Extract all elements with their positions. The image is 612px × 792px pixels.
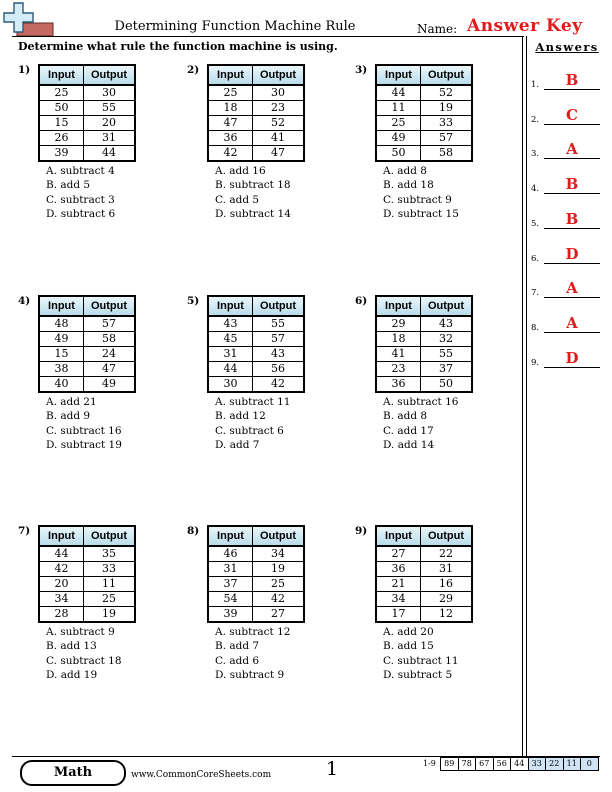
- table-row: [376, 592, 472, 607]
- instructions: Determine what rule the function machine is using.: [18, 40, 338, 53]
- problem-3: [355, 64, 515, 254]
- input-cell: 15: [39, 116, 84, 131]
- input-cell: 34: [376, 592, 421, 607]
- output-cell: 16: [421, 577, 473, 592]
- input-cell: 36: [376, 562, 421, 577]
- problem-9: [355, 525, 515, 715]
- answer-number: 1.: [531, 80, 540, 90]
- answer-item-3: [530, 141, 602, 161]
- function-table: [38, 64, 136, 162]
- table-row: [376, 377, 472, 393]
- table-row: [208, 607, 304, 623]
- answer-option: D. subtract 19: [46, 439, 122, 452]
- input-cell: 29: [376, 316, 421, 332]
- table-row: [39, 332, 135, 347]
- input-cell: 43: [208, 316, 253, 332]
- table-row: [376, 577, 472, 592]
- answer-options: [383, 395, 458, 453]
- answer-options: [383, 164, 459, 222]
- table-row: [376, 347, 472, 362]
- output-cell: 31: [84, 131, 136, 146]
- table-row: [39, 562, 135, 577]
- table-row: [39, 607, 135, 623]
- input-cell: 25: [39, 85, 84, 101]
- answer-option: C. add 5: [215, 193, 260, 206]
- input-cell: 54: [208, 592, 253, 607]
- table-row: [208, 101, 304, 116]
- answer-option: A. subtract 4: [46, 165, 115, 177]
- table-row: [208, 562, 304, 577]
- answer-line: [544, 228, 600, 229]
- answer-option: B. add 5: [46, 179, 91, 192]
- problem-number: 8): [187, 525, 200, 537]
- output-cell: 52: [253, 116, 305, 131]
- output-cell: 57: [84, 316, 136, 332]
- output-cell: 23: [253, 101, 305, 116]
- output-cell: 50: [421, 377, 473, 393]
- problem-number: 9): [355, 525, 368, 537]
- answer-option: A. subtract 9: [46, 626, 115, 638]
- problem-number: 3): [355, 64, 368, 76]
- problem-7: [18, 525, 178, 715]
- answer-option: C. subtract 6: [215, 424, 284, 437]
- answer-option: C. subtract 9: [383, 193, 452, 206]
- answer-option: C. subtract 11: [383, 654, 459, 667]
- answer-option: A. add 20: [383, 626, 434, 638]
- problem-8: [187, 525, 347, 715]
- problem-4: [18, 295, 178, 485]
- output-cell: 19: [421, 101, 473, 116]
- output-header: Output: [253, 526, 305, 546]
- answer-options: [215, 164, 291, 222]
- input-cell: 28: [39, 607, 84, 623]
- output-cell: 32: [421, 332, 473, 347]
- output-cell: 44: [84, 146, 136, 162]
- input-header: Input: [208, 65, 253, 85]
- function-table: [38, 295, 136, 393]
- answer-options: [215, 395, 290, 453]
- output-cell: 11: [84, 577, 136, 592]
- answer-number: 3.: [531, 149, 540, 160]
- input-header: Input: [39, 296, 84, 316]
- answer-option: A. subtract 11: [215, 396, 291, 408]
- answer-item-6: [530, 246, 602, 266]
- input-header: Input: [376, 526, 421, 546]
- answers-title: Answers: [535, 40, 599, 54]
- table-row: [39, 577, 135, 592]
- input-cell: 31: [208, 347, 253, 362]
- answer-option: D. add 7: [215, 439, 260, 452]
- input-header: Input: [208, 296, 253, 316]
- score-range-label: 1-9: [423, 759, 436, 768]
- input-cell: 41: [376, 347, 421, 362]
- input-cell: 38: [39, 362, 84, 377]
- table-row: [376, 362, 472, 377]
- problem-number: 2): [187, 64, 200, 76]
- problem-number: 1): [18, 64, 31, 76]
- function-table: [207, 295, 305, 393]
- input-cell: 30: [208, 377, 253, 393]
- answer-value: B: [565, 71, 579, 89]
- function-table: [375, 295, 473, 393]
- table-row: [376, 101, 472, 116]
- answer-option: A. subtract 16: [383, 396, 459, 408]
- input-cell: 34: [39, 592, 84, 607]
- answer-value: B: [565, 175, 579, 194]
- problem-number: 7): [18, 525, 31, 537]
- answer-option: B. subtract 18: [215, 179, 291, 192]
- table-row: [208, 546, 304, 562]
- answer-item-4: [530, 176, 602, 196]
- output-header: Output: [84, 65, 136, 85]
- answer-item-1: [530, 72, 602, 92]
- subject-badge: Math: [20, 760, 126, 786]
- output-cell: 34: [253, 546, 305, 562]
- input-header: Input: [39, 65, 84, 85]
- output-cell: 52: [421, 85, 473, 101]
- table-row: [208, 592, 304, 607]
- output-cell: 47: [253, 146, 305, 162]
- table-row: [39, 592, 135, 607]
- output-cell: 56: [253, 362, 305, 377]
- answer-item-8: [530, 315, 602, 335]
- answer-options: [383, 625, 459, 683]
- input-cell: 18: [208, 101, 253, 116]
- answer-value: C: [566, 105, 578, 124]
- answer-line: [544, 89, 600, 90]
- input-header: Input: [376, 65, 421, 85]
- answer-option: B. add 12: [215, 410, 266, 423]
- answer-options: [46, 625, 122, 683]
- output-cell: 27: [253, 607, 305, 623]
- input-cell: 47: [208, 116, 253, 131]
- input-cell: 11: [376, 101, 421, 116]
- answer-item-9: [530, 350, 602, 370]
- input-header: Input: [208, 526, 253, 546]
- output-cell: 58: [84, 332, 136, 347]
- output-cell: 19: [253, 562, 305, 577]
- answer-line: [544, 158, 600, 159]
- table-row: [208, 116, 304, 131]
- input-cell: 18: [376, 332, 421, 347]
- output-cell: 12: [421, 607, 473, 623]
- input-cell: 23: [376, 362, 421, 377]
- function-table: [207, 525, 305, 623]
- answer-option: C. add 17: [383, 424, 434, 437]
- answer-value: A: [566, 313, 578, 332]
- table-row: [376, 316, 472, 332]
- input-cell: 50: [376, 146, 421, 162]
- problem-1: [18, 64, 178, 254]
- output-cell: 42: [253, 377, 305, 393]
- problem-number: 4): [18, 295, 31, 307]
- input-cell: 40: [39, 377, 84, 393]
- output-cell: 25: [84, 592, 136, 607]
- answer-option: D. add 19: [46, 669, 98, 682]
- answer-value: A: [566, 279, 578, 298]
- answer-value: D: [565, 244, 579, 263]
- answer-option: C. subtract 16: [46, 424, 122, 437]
- answer-option: D. subtract 14: [215, 208, 291, 221]
- page-title: Determining Function Machine Rule: [114, 19, 356, 34]
- input-header: Input: [376, 296, 421, 316]
- input-cell: 31: [208, 562, 253, 577]
- answer-item-5: [530, 211, 602, 231]
- answer-option: D. subtract 9: [215, 669, 285, 682]
- answer-option: B. add 13: [46, 640, 97, 653]
- name-label: Name:: [417, 22, 458, 36]
- header-divider: [12, 36, 524, 37]
- table-row: [376, 562, 472, 577]
- table-row: [208, 131, 304, 146]
- answer-line: [544, 367, 600, 368]
- output-cell: 20: [84, 116, 136, 131]
- input-cell: 21: [376, 577, 421, 592]
- output-cell: 57: [253, 332, 305, 347]
- output-cell: 35: [84, 546, 136, 562]
- table-row: [376, 85, 472, 101]
- answer-line: [544, 193, 600, 194]
- table-row: [376, 607, 472, 623]
- input-cell: 27: [376, 546, 421, 562]
- answer-number: 5.: [531, 218, 540, 229]
- answers-divider: [522, 36, 523, 756]
- input-cell: 49: [376, 131, 421, 146]
- table-row: [39, 347, 135, 362]
- table-row: [208, 347, 304, 362]
- function-table: [375, 525, 473, 623]
- problem-number: 5): [187, 295, 200, 307]
- input-cell: 49: [39, 332, 84, 347]
- table-row: [208, 377, 304, 393]
- input-cell: 26: [39, 131, 84, 146]
- output-cell: 31: [421, 562, 473, 577]
- table-row: [376, 116, 472, 131]
- score-cell: 33: [528, 757, 547, 771]
- table-row: [208, 316, 304, 332]
- input-cell: 20: [39, 577, 84, 592]
- output-header: Output: [421, 526, 473, 546]
- answer-value: D: [565, 348, 579, 367]
- input-cell: 36: [376, 377, 421, 393]
- answer-number: 4.: [531, 184, 540, 195]
- score-scale: [441, 757, 599, 771]
- output-cell: 41: [253, 131, 305, 146]
- answer-option: A. add 21: [46, 396, 97, 408]
- table-row: [39, 377, 135, 393]
- answer-line: [544, 124, 600, 125]
- input-header: Input: [39, 526, 84, 546]
- score-cell: 44: [510, 757, 529, 771]
- score-cell: 78: [458, 757, 477, 771]
- answer-line: [544, 263, 600, 264]
- output-header: Output: [421, 65, 473, 85]
- answer-options: [215, 625, 290, 683]
- function-table: [38, 525, 136, 623]
- table-row: [39, 101, 135, 116]
- input-cell: 39: [39, 146, 84, 162]
- output-cell: 37: [421, 362, 473, 377]
- score-cell: 67: [475, 757, 494, 771]
- answer-item-7: [530, 280, 602, 300]
- input-cell: 48: [39, 316, 84, 332]
- answer-option: A. subtract 12: [215, 626, 291, 638]
- output-cell: 42: [253, 592, 305, 607]
- website-text: www.CommonCoreSheets.com: [131, 770, 272, 780]
- output-cell: 47: [84, 362, 136, 377]
- input-cell: 45: [208, 332, 253, 347]
- answer-number: 8.: [531, 322, 540, 333]
- table-row: [376, 131, 472, 146]
- answer-line: [544, 297, 600, 298]
- output-header: Output: [84, 296, 136, 316]
- answer-option: B. add 7: [215, 640, 260, 653]
- output-cell: 55: [253, 316, 305, 332]
- input-cell: 25: [376, 116, 421, 131]
- score-cell: 0: [580, 757, 599, 771]
- answer-number: 7.: [531, 288, 540, 299]
- input-cell: 50: [39, 101, 84, 116]
- score-cell: 22: [545, 757, 564, 771]
- answer-options: [46, 395, 122, 453]
- answer-number: 2.: [531, 114, 540, 125]
- input-cell: 42: [39, 562, 84, 577]
- answer-number: 9.: [531, 357, 540, 368]
- function-table: [207, 64, 305, 162]
- input-cell: 39: [208, 607, 253, 623]
- input-cell: 46: [208, 546, 253, 562]
- answer-option: C. subtract 18: [46, 654, 122, 667]
- output-cell: 33: [84, 562, 136, 577]
- function-table: [375, 64, 473, 162]
- answer-option: C. add 6: [215, 654, 260, 667]
- answer-line: [544, 332, 600, 333]
- output-cell: 55: [84, 101, 136, 116]
- output-cell: 30: [84, 85, 136, 101]
- input-cell: 17: [376, 607, 421, 623]
- input-cell: 44: [376, 85, 421, 101]
- table-row: [39, 316, 135, 332]
- table-row: [39, 146, 135, 162]
- output-cell: 43: [253, 347, 305, 362]
- table-row: [39, 85, 135, 101]
- input-cell: 36: [208, 131, 253, 146]
- problem-number: 6): [355, 295, 368, 307]
- score-cell: 11: [563, 757, 582, 771]
- answer-option: A. add 8: [383, 165, 427, 177]
- output-cell: 22: [421, 546, 473, 562]
- table-row: [376, 146, 472, 162]
- table-row: [208, 577, 304, 592]
- answer-option: B. add 9: [46, 410, 91, 423]
- table-row: [208, 85, 304, 101]
- table-row: [376, 332, 472, 347]
- output-cell: 29: [421, 592, 473, 607]
- output-cell: 19: [84, 607, 136, 623]
- output-cell: 58: [421, 146, 473, 162]
- answer-option: C. subtract 3: [46, 193, 115, 206]
- answer-value: B: [565, 209, 579, 228]
- table-row: [39, 362, 135, 377]
- problem-6: [355, 295, 515, 485]
- input-cell: 15: [39, 347, 84, 362]
- output-cell: 25: [253, 577, 305, 592]
- output-cell: 30: [253, 85, 305, 101]
- output-header: Output: [421, 296, 473, 316]
- output-cell: 43: [421, 316, 473, 332]
- output-header: Output: [84, 526, 136, 546]
- answer-value: A: [566, 140, 578, 159]
- input-cell: 25: [208, 85, 253, 101]
- table-row: [39, 546, 135, 562]
- table-row: [39, 116, 135, 131]
- output-header: Output: [253, 296, 305, 316]
- page-number: 1: [326, 758, 339, 780]
- output-cell: 55: [421, 347, 473, 362]
- score-cell: 89: [440, 757, 459, 771]
- input-cell: 44: [208, 362, 253, 377]
- input-cell: 44: [39, 546, 84, 562]
- input-cell: 42: [208, 146, 253, 162]
- problem-5: [187, 295, 347, 485]
- table-row: [208, 362, 304, 377]
- answer-option: B. add 8: [383, 410, 428, 423]
- answer-item-2: [530, 107, 602, 127]
- answer-key-label: Answer Key: [467, 16, 583, 36]
- answers-divider: [526, 36, 527, 756]
- table-row: [208, 332, 304, 347]
- answer-option: D. subtract 5: [383, 669, 453, 682]
- answer-option: D. subtract 15: [383, 208, 459, 221]
- output-cell: 33: [421, 116, 473, 131]
- answer-options: [46, 164, 115, 222]
- answer-option: A. add 16: [215, 165, 266, 177]
- input-cell: 37: [208, 577, 253, 592]
- answer-option: B. add 15: [383, 640, 434, 653]
- table-row: [376, 546, 472, 562]
- score-cell: 56: [493, 757, 512, 771]
- output-cell: 24: [84, 347, 136, 362]
- answer-number: 6.: [531, 253, 540, 264]
- answer-option: B. add 18: [383, 179, 434, 192]
- table-row: [208, 146, 304, 162]
- problem-2: [187, 64, 347, 254]
- output-cell: 49: [84, 377, 136, 393]
- answer-option: D. add 14: [383, 439, 435, 452]
- table-row: [39, 131, 135, 146]
- answer-option: D. subtract 6: [46, 208, 116, 221]
- output-header: Output: [253, 65, 305, 85]
- output-cell: 57: [421, 131, 473, 146]
